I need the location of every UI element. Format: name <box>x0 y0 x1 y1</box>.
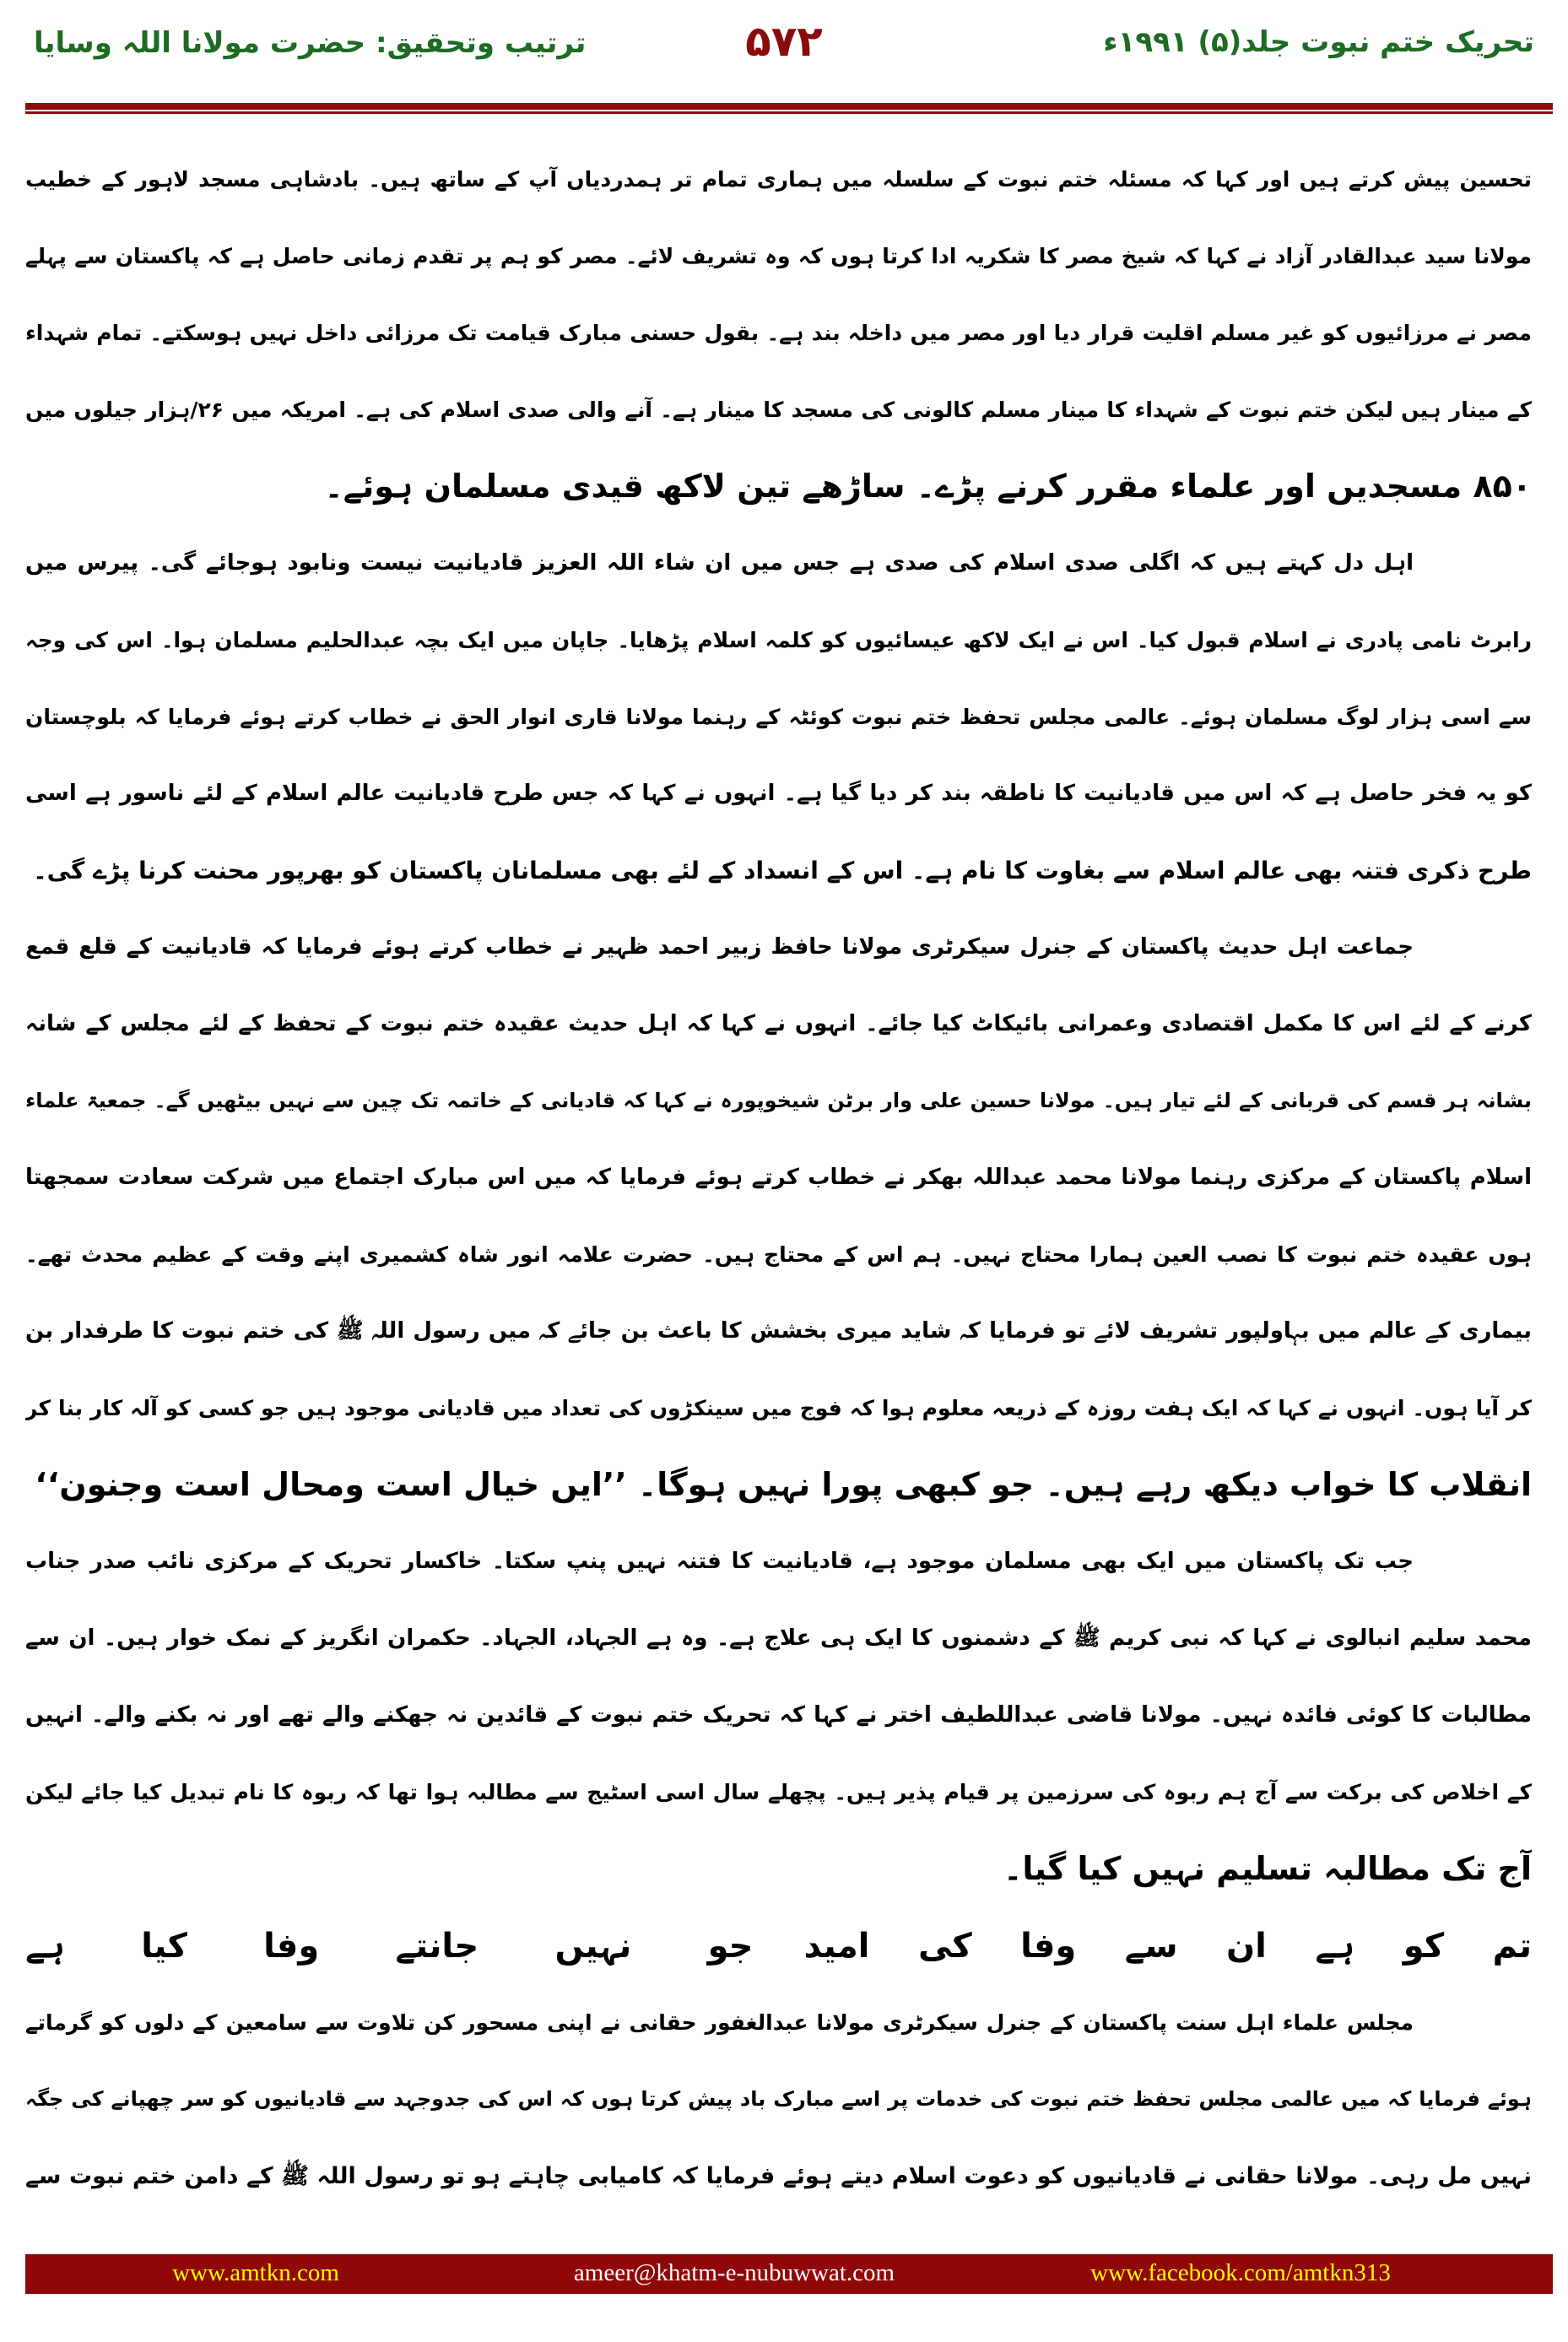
poetry-word: کو <box>1403 1926 1445 1966</box>
poetry-word: وفا <box>1020 1926 1077 1966</box>
poetry-couplet <box>25 1907 1532 1984</box>
website-link[interactable]: www.amtkn.com <box>172 2259 339 2286</box>
text-line: رابرٹ نامی پادری نے اسلام قبول کیا۔ اس نے ایک لاکھ عیسائیوں کو کلمہ اسلام پڑھایا۔ جاپان میں ایک بچہ عبدالحلیم مسلمان ہوا۔ اس کی وجہ <box>25 628 1532 652</box>
poetry-word: وفا <box>263 1926 320 1966</box>
text-line: مولانا سید عبدالقادر آزاد نے کہا کہ شیخ مصر کا شکریہ ادا کرتا ہوں کہ وہ تشریف لائے۔ مصر کو ہم پر تقدم زمانی حاصل ہے کہ پاکستان سے پہلے <box>25 244 1532 268</box>
text-line: تحسین پیش کرتے ہیں اور کہا کہ مسئلہ ختم نبوت کے سلسلہ میں ہماری تمام تر ہمدردیاں آپ کے ساتھ ہیں۔ بادشاہی مسجد لاہور کے خطیب <box>25 167 1532 192</box>
poetry-word: جو <box>707 1926 754 1966</box>
poetry-word: سے <box>1124 1926 1178 1966</box>
text-line: محمد سلیم انبالوی نے کہا کہ نبی کریم ﷺ کے دشمنوں کا ایک ہی علاج ہے۔ وہ ہے الجہاد، الجہاد۔ حکمران انگریز کے نمک خوار ہیں۔ ان سے <box>25 1625 1532 1651</box>
text-line: اسلام پاکستان کے مرکزی رہنما مولانا محمد عبداللہ بھکر نے خطاب کرتے ہوئے فرمایا کہ میں اس مبارک اجتماع میں شرکت سعادت سمجھتا <box>25 1165 1532 1190</box>
body-text <box>25 141 1532 2215</box>
text-line: کر آیا ہوں۔ انہوں نے کہا کہ ایک ہفت روزہ کے ذریعہ معلوم ہوا کہ فوج میں سینکڑوں کی تعداد میں قادیانی موجود ہیں جو کسی کو آلہ کار بنا کر <box>25 1396 1532 1420</box>
text-line: نہیں مل رہی۔ مولانا حقانی نے قادیانیوں کو دعوت اسلام دیتے ہوئے فرمایا کہ کامیابی چاہتے ہو تو رسول اللہ ﷺ کے دامن ختم نبوت سے <box>25 2163 1532 2189</box>
text-line: بیماری کے عالم میں بہاولپور تشریف لائے تو فرمایا کہ شاید میری بخشش کا باعث بن جائے کہ میں رسول اللہ ﷺ کی ختم نبوت کا طرفدار بن <box>25 1318 1532 1344</box>
poetry-word: کی <box>917 1926 972 1966</box>
text-line: سے اسی ہزار لوگ مسلمان ہوئے۔ عالمی مجلس تحفظ ختم نبوت کوئٹہ کے رہنما مولانا قاری انوار الحق نے خطاب کرتے ہوئے فرمایا کہ بلوچستان <box>25 705 1532 729</box>
poetry-word: جانتے <box>395 1926 479 1966</box>
text-line: بشانہ ہر قسم کی قربانی کے لئے تیار ہیں۔ مولانا حسین علی وار برٹن شیخوپورہ نے کہا کہ قادیانی کے خاتمہ تک چین سے نہیں بیٹھیں گے۔ جمعیۃ علماء <box>25 1089 1532 1112</box>
text-line: مجلس علماء اہل سنت پاکستان کے جنرل سیکرٹری مولانا عبدالغفور حقانی نے اپنی مسحور کن تلاوت سے سامعین کے دلوں کو گرماتے <box>25 2010 1414 2035</box>
text-line: ہوئے فرمایا کہ میں عالمی مجلس تحفظ ختم نبوت کی خدمات پر اسے مبارک باد پیش کرتا ہوں کہ اس کی جدوجہد سے قادیانیوں کو سر چھپانے کی جگہ <box>25 2087 1532 2111</box>
footer-bar <box>25 2254 1553 2294</box>
facebook-link[interactable]: www.facebook.com/amtkn313 <box>1090 2259 1391 2286</box>
text-line: کے اخلاص کی برکت سے آج ہم ربوہ کی سرزمین پر قیام پذیر ہیں۔ پچھلے سال اسی اسٹیج سے مطالبہ ہوا تھا کہ ربوہ کا نام تبدیل کیا جائے لیکن <box>25 1780 1532 1804</box>
text-line: کرنے کے لئے اس کا مکمل اقتصادی وعمرانی بائیکاٹ کیا جائے۔ انہوں نے کہا کہ اہل حدیث عقیدہ ختم نبوت کے تحفظ کے لئے مجلس کے شانہ <box>25 1011 1532 1036</box>
compiler-credit: ترتیب وتحقیق: حضرت مولانا اللہ وسایا <box>34 26 587 60</box>
text-line: ہوں عقیدہ ختم نبوت کا نصب العین ہمارا محتاج نہیں۔ ہم اس کے محتاج ہیں۔ حضرت علامہ انور شاہ کشمیری اپنے وقت کے عظیم محدث تھے۔ <box>25 1242 1532 1267</box>
email-link[interactable]: ameer@khatm-e-nubuwwat.com <box>573 2259 895 2286</box>
text-line: طرح ذکری فتنہ بھی عالم اسلام سے بغاوت کا نام ہے۔ اس کے انسداد کے لئے بھی مسلمانان پاکستان کو بھرپور محنت کرنا پڑے گی۔ <box>33 857 1532 884</box>
text-line: مطالبات کا کوئی فائدہ نہیں۔ مولانا قاضی عبداللطیف اختر نے کہا کہ تحریک ختم نبوت کے قائدین نہ جھکنے والے تھے اور نہ بکنے والے۔ انہیں <box>25 1702 1532 1728</box>
hemistich-first <box>779 1927 1533 1966</box>
hemistich-second <box>25 1927 779 1966</box>
text-line: ۸۵۰ مسجدیں اور علماء مقرر کرنے پڑے۔ ساڑھے تین لاکھ قیدی مسلمان ہوئے۔ <box>324 468 1532 505</box>
text-line: انقلاب کا خواب دیکھ رہے ہیں۔ جو کبھی پورا نہیں ہوگا۔ ’’ایں خیال است ومحال است وجنون‘‘ <box>35 1466 1532 1503</box>
text-line: جب تک پاکستان میں ایک بھی مسلمان موجود ہے، قادیانیت کا فتنہ نہیں پنپ سکتا۔ خاکسار تحریک کے مرکزی نائب صدر جناب <box>25 1549 1414 1574</box>
text-line: جماعت اہل حدیث پاکستان کے جنرل سیکرٹری مولانا حافظ زبیر احمد ظہیر نے خطاب کرتے ہوئے فرمایا کہ قادیانیت کے قلع قمع <box>25 934 1414 960</box>
page-number: ۵۷۲ <box>745 17 823 66</box>
book-title: تحریک ختم نبوت جلد(۵) ۱۹۹۱ء <box>1103 25 1534 59</box>
poetry-word: نہیں <box>554 1926 632 1966</box>
text-line: کو یہ فخر حاصل ہے کہ اس میں قادیانیت کا ناطقہ بند کر دیا گیا ہے۔ انہوں نے کہا کہ جس طرح قادیانیت عالم اسلام کے لئے ناسور ہے اسی <box>25 781 1532 806</box>
header-rule-thick <box>25 103 1553 110</box>
poetry-word: ان <box>1226 1926 1267 1966</box>
text-line: مصر نے مرزائیوں کو غیر مسلم اقلیت قرار دیا اور مصر میں داخلہ بند ہے۔ بقول حسنی مبارک قیامت تک مرزائی داخل نہیں ہوسکتے۔ تمام شہداء <box>25 321 1532 345</box>
header-rule-thin <box>25 111 1553 114</box>
text-line: کے مینار ہیں لیکن ختم نبوت کے شہداء کا مینار مسلم کالونی کی مسجد کا مینار ہے۔ آنے والی صدی اسلام کی ہے۔ امریکہ میں ۲۶/ہزار جیلوں میں <box>25 398 1532 422</box>
poetry-word: ہے <box>25 1926 65 1966</box>
poetry-word: تم <box>1492 1926 1532 1966</box>
text-line: آج تک مطالبہ تسلیم نہیں کیا گیا۔ <box>1003 1850 1532 1887</box>
poetry-word: کیا <box>141 1926 187 1966</box>
poetry-word: ہے <box>1315 1926 1355 1966</box>
text-line: اہل دل کہتے ہیں کہ اگلی صدی اسلام کی صدی ہے جس میں ان شاء اللہ العزیز قادیانیت نیست ونابود ہوجائے گی۔ پیرس میں <box>25 550 1414 576</box>
poetry-word: امید <box>803 1926 870 1966</box>
